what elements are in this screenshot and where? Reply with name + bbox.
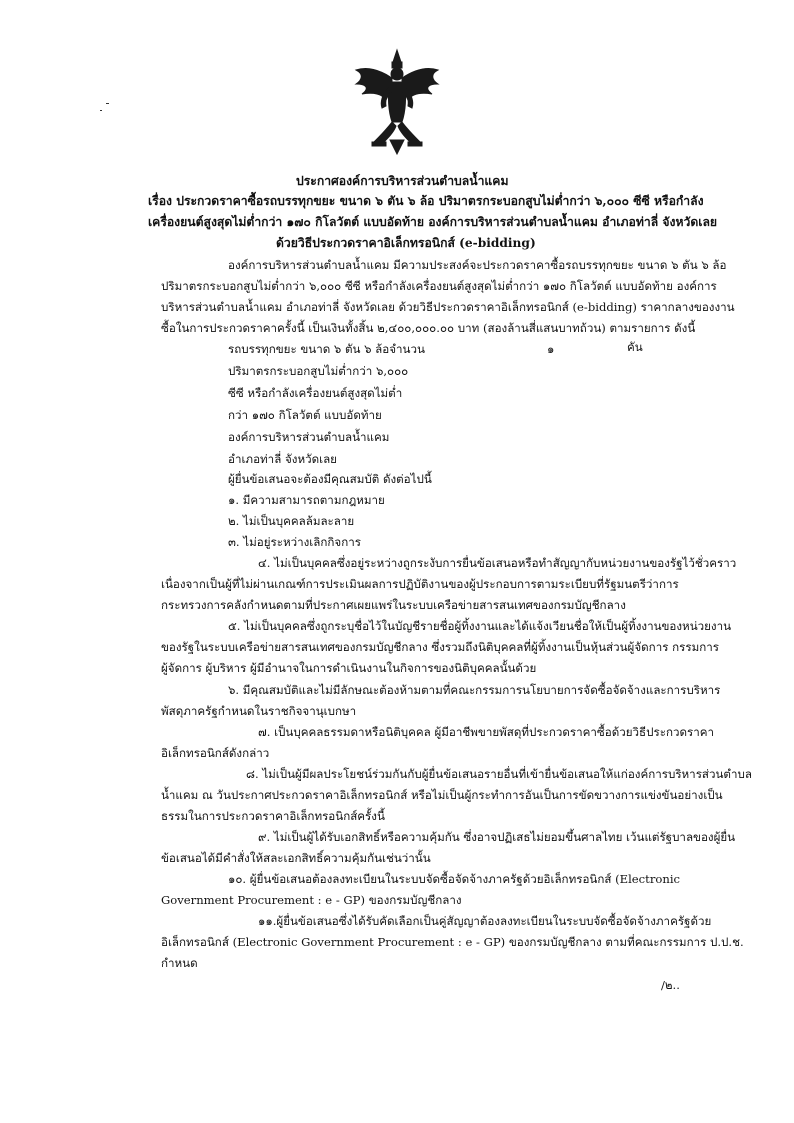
page-title: ประกาศองค์การบริหารส่วนตำบลน้ำแคม	[296, 174, 509, 188]
margin-mark	[106, 103, 109, 104]
qualification-8-line-3: ธรรมในการประกวดราคาอิเล็กทรอนิกส์ครั้งนี้	[161, 809, 385, 823]
subject-line-3: ด้วยวิธีประกวดราคาอิเล็กทรอนิกส์ (e-bidding)	[276, 236, 536, 250]
qualification-7-line-1: ๗. เป็นบุคคลธรรมดาหรือนิติบุคคล ผู้มีอาชีพขายพัสดุที่ประกวดราคาซื้อด้วยวิธีประกวดราคา	[258, 725, 715, 739]
item-line-5: องค์การบริหารส่วนตำบลน้ำแคม	[228, 430, 390, 444]
qualification-11-line-2: อิเล็กทรอนิกส์ (Electronic Government Procurement : e - GP) ของกรมบัญชีกลาง ตามที่คณะกรรมการ ป.ป.ช.	[161, 935, 744, 949]
qualification-9-line-2: ข้อเสนอได้มีคำสั่งให้สละเอกสิทธิ์ความคุ้มกันเช่นว่านั้น	[161, 851, 431, 865]
intro-line-4: ซื้อในการประกวดราคาครั้งนี้ เป็นเงินทั้งสิ้น ๒,๔๐๐,๐๐๐.๐๐ บาท (สองล้านสี่แสนบาทถ้วน) ตามรายการ ดังนี้	[161, 321, 696, 335]
garuda-emblem	[352, 48, 442, 156]
qualification-11-line-1: ๑๑.ผู้ยื่นข้อเสนอซึ่งได้รับคัดเลือกเป็นคู่สัญญาต้องลงทะเบียนในระบบจัดซื้อจัดจ้างภาครัฐด้วย	[258, 914, 712, 928]
qualification-4-line-3: กระทรวงการคลังกำหนดตามที่ประกาศเผยแพร่ในระบบเครือข่ายสารสนเทศของกรมบัญชีกลาง	[161, 598, 626, 612]
qualification-9-line-1: ๙. ไม่เป็นผู้ได้รับเอกสิทธิ์หรือความคุ้มกัน ซึ่งอาจปฏิเสธไม่ยอมขึ้นศาลไทย เว้นแต่รัฐบาลของผู้ยื่น	[258, 830, 736, 844]
qualification-6-line-2: พัสดุภาครัฐกำหนดในราชกิจจานุเบกษา	[161, 704, 357, 718]
margin-mark	[100, 110, 102, 111]
subject-line-1: เรื่อง ประกวดราคาซื้อรถบรรทุกขยะ ขนาด ๖ ตัน ๖ ล้อ ปริมาตรกระบอกสูบไม่ต่ำกว่า ๖,๐๐๐ ซีซี หรือกำลัง	[148, 194, 704, 208]
qualification-4-line-2: เนื่องจากเป็นผู้ที่ไม่ผ่านเกณฑ์การประเมินผลการปฏิบัติงานของผู้ประกอบการตามระเบียบที่รัฐมนตรีว่าการ	[161, 577, 679, 591]
qualification-8-line-1: ๘. ไม่เป็นผู้มีผลประโยชน์ร่วมกันกับผู้ยื่นข้อเสนอรายอื่นที่เข้ายื่นข้อเสนอให้แก่องค์การบริหารส่วนตำบล	[246, 767, 752, 781]
intro-line-2: ปริมาตรกระบอกสูบไม่ต่ำกว่า ๖,๐๐๐ ซีซี หรือกำลังเครื่องยนต์สูงสุดไม่ต่ำกว่า ๑๗๐ กิโลวัตต์ แบบอัดท้าย องค์การ	[161, 279, 717, 293]
qualification-8-line-2: น้ำแคม ณ วันประกาศประกวดราคาอิเล็กทรอนิกส์ หรือไม่เป็นผู้กระทำการอันเป็นการขัดขวางการแข่งขันอย่างเป็น	[161, 788, 723, 802]
qualification-2: ๒. ไม่เป็นบุคคลล้มละลาย	[228, 514, 355, 528]
intro-line-3: บริหารส่วนตำบลน้ำแคม อำเภอท่าลี่ จังหวัดเลย ด้วยวิธีประกวดราคาอิเล็กทรอนิกส์ (e-bidding) ราคากลางของงาน	[161, 300, 735, 314]
qualification-10-line-1: ๑๐. ผู้ยื่นข้อเสนอต้องลงทะเบียนในระบบจัดซื้อจัดจ้างภาครัฐด้วยอิเล็กทรอนิกส์ (Electronic	[228, 872, 681, 886]
qualification-4-line-1: ๔. ไม่เป็นบุคคลซึ่งอยู่ระหว่างถูกระงับการยื่นข้อเสนอหรือทำสัญญากับหน่วยงานของรัฐไว้ชั่วคราว	[258, 556, 737, 570]
subject-line-2: เครื่องยนต์สูงสุดไม่ต่ำกว่า ๑๗๐ กิโลวัตต์ แบบอัดท้าย องค์การบริหารส่วนตำบลน้ำแคม อำเภอท่าลี่ จังหวัดเลย	[148, 215, 718, 229]
qualifications-heading: ผู้ยื่นข้อเสนอจะต้องมีคุณสมบัติ ดังต่อไปนี้	[228, 472, 432, 486]
item-line-6: อำเภอท่าลี่ จังหวัดเลย	[228, 452, 337, 466]
qualification-11-line-3: กำหนด	[161, 956, 198, 970]
qualification-10-line-2: Government Procurement : e - GP) ของกรมบัญชีกลาง	[161, 893, 462, 907]
qualification-7-line-2: อิเล็กทรอนิกส์ดังกล่าว	[161, 746, 270, 760]
page-marker: /๒..	[661, 978, 680, 992]
qualification-5-line-3: ผู้จัดการ ผู้บริหาร ผู้มีอำนาจในการดำเนินงานในกิจการของนิติบุคคลนั้นด้วย	[161, 661, 537, 675]
item-unit: คัน	[627, 340, 643, 354]
intro-line-1: องค์การบริหารส่วนตำบลน้ำแคม มีความประสงค์จะประกวดราคาซื้อรถบรรทุกขยะ ขนาด ๖ ตัน ๖ ล้อ	[228, 258, 727, 272]
qualification-3: ๓. ไม่อยู่ระหว่างเลิกกิจการ	[228, 535, 361, 549]
qualification-1: ๑. มีความสามารถตามกฎหมาย	[228, 493, 385, 507]
item-line-2: ปริมาตรกระบอกสูบไม่ต่ำกว่า ๖,๐๐๐	[228, 364, 409, 378]
item-quantity: ๑	[547, 342, 555, 356]
item-line-4: กว่า ๑๗๐ กิโลวัตต์ แบบอัดท้าย	[228, 408, 382, 422]
qualification-6-line-1: ๖. มีคุณสมบัติและไม่มีลักษณะต้องห้ามตามที่คณะกรรมการนโยบายการจัดซื้อจัดจ้างและการบริหาร	[228, 683, 721, 697]
item-line-3: ซีซี หรือกำลังเครื่องยนต์สูงสุดไม่ต่ำ	[228, 386, 403, 400]
item-line-1: รถบรรทุกขยะ ขนาด ๖ ตัน ๖ ล้อจำนวน	[228, 342, 425, 356]
qualification-5-line-1: ๕. ไม่เป็นบุคคลซึ่งถูกระบุชื่อไว้ในบัญชีรายชื่อผู้ทิ้งงานและได้แจ้งเวียนชื่อให้เป็นผู้ทิ้งงานของหน่วยงาน	[228, 619, 732, 633]
qualification-5-line-2: ของรัฐในระบบเครือข่ายสารสนเทศของกรมบัญชีกลาง ซึ่งรวมถึงนิติบุคคลที่ผู้ทิ้งงานเป็นหุ้นส่วนผู้จัดการ กรรมการ	[161, 640, 719, 654]
